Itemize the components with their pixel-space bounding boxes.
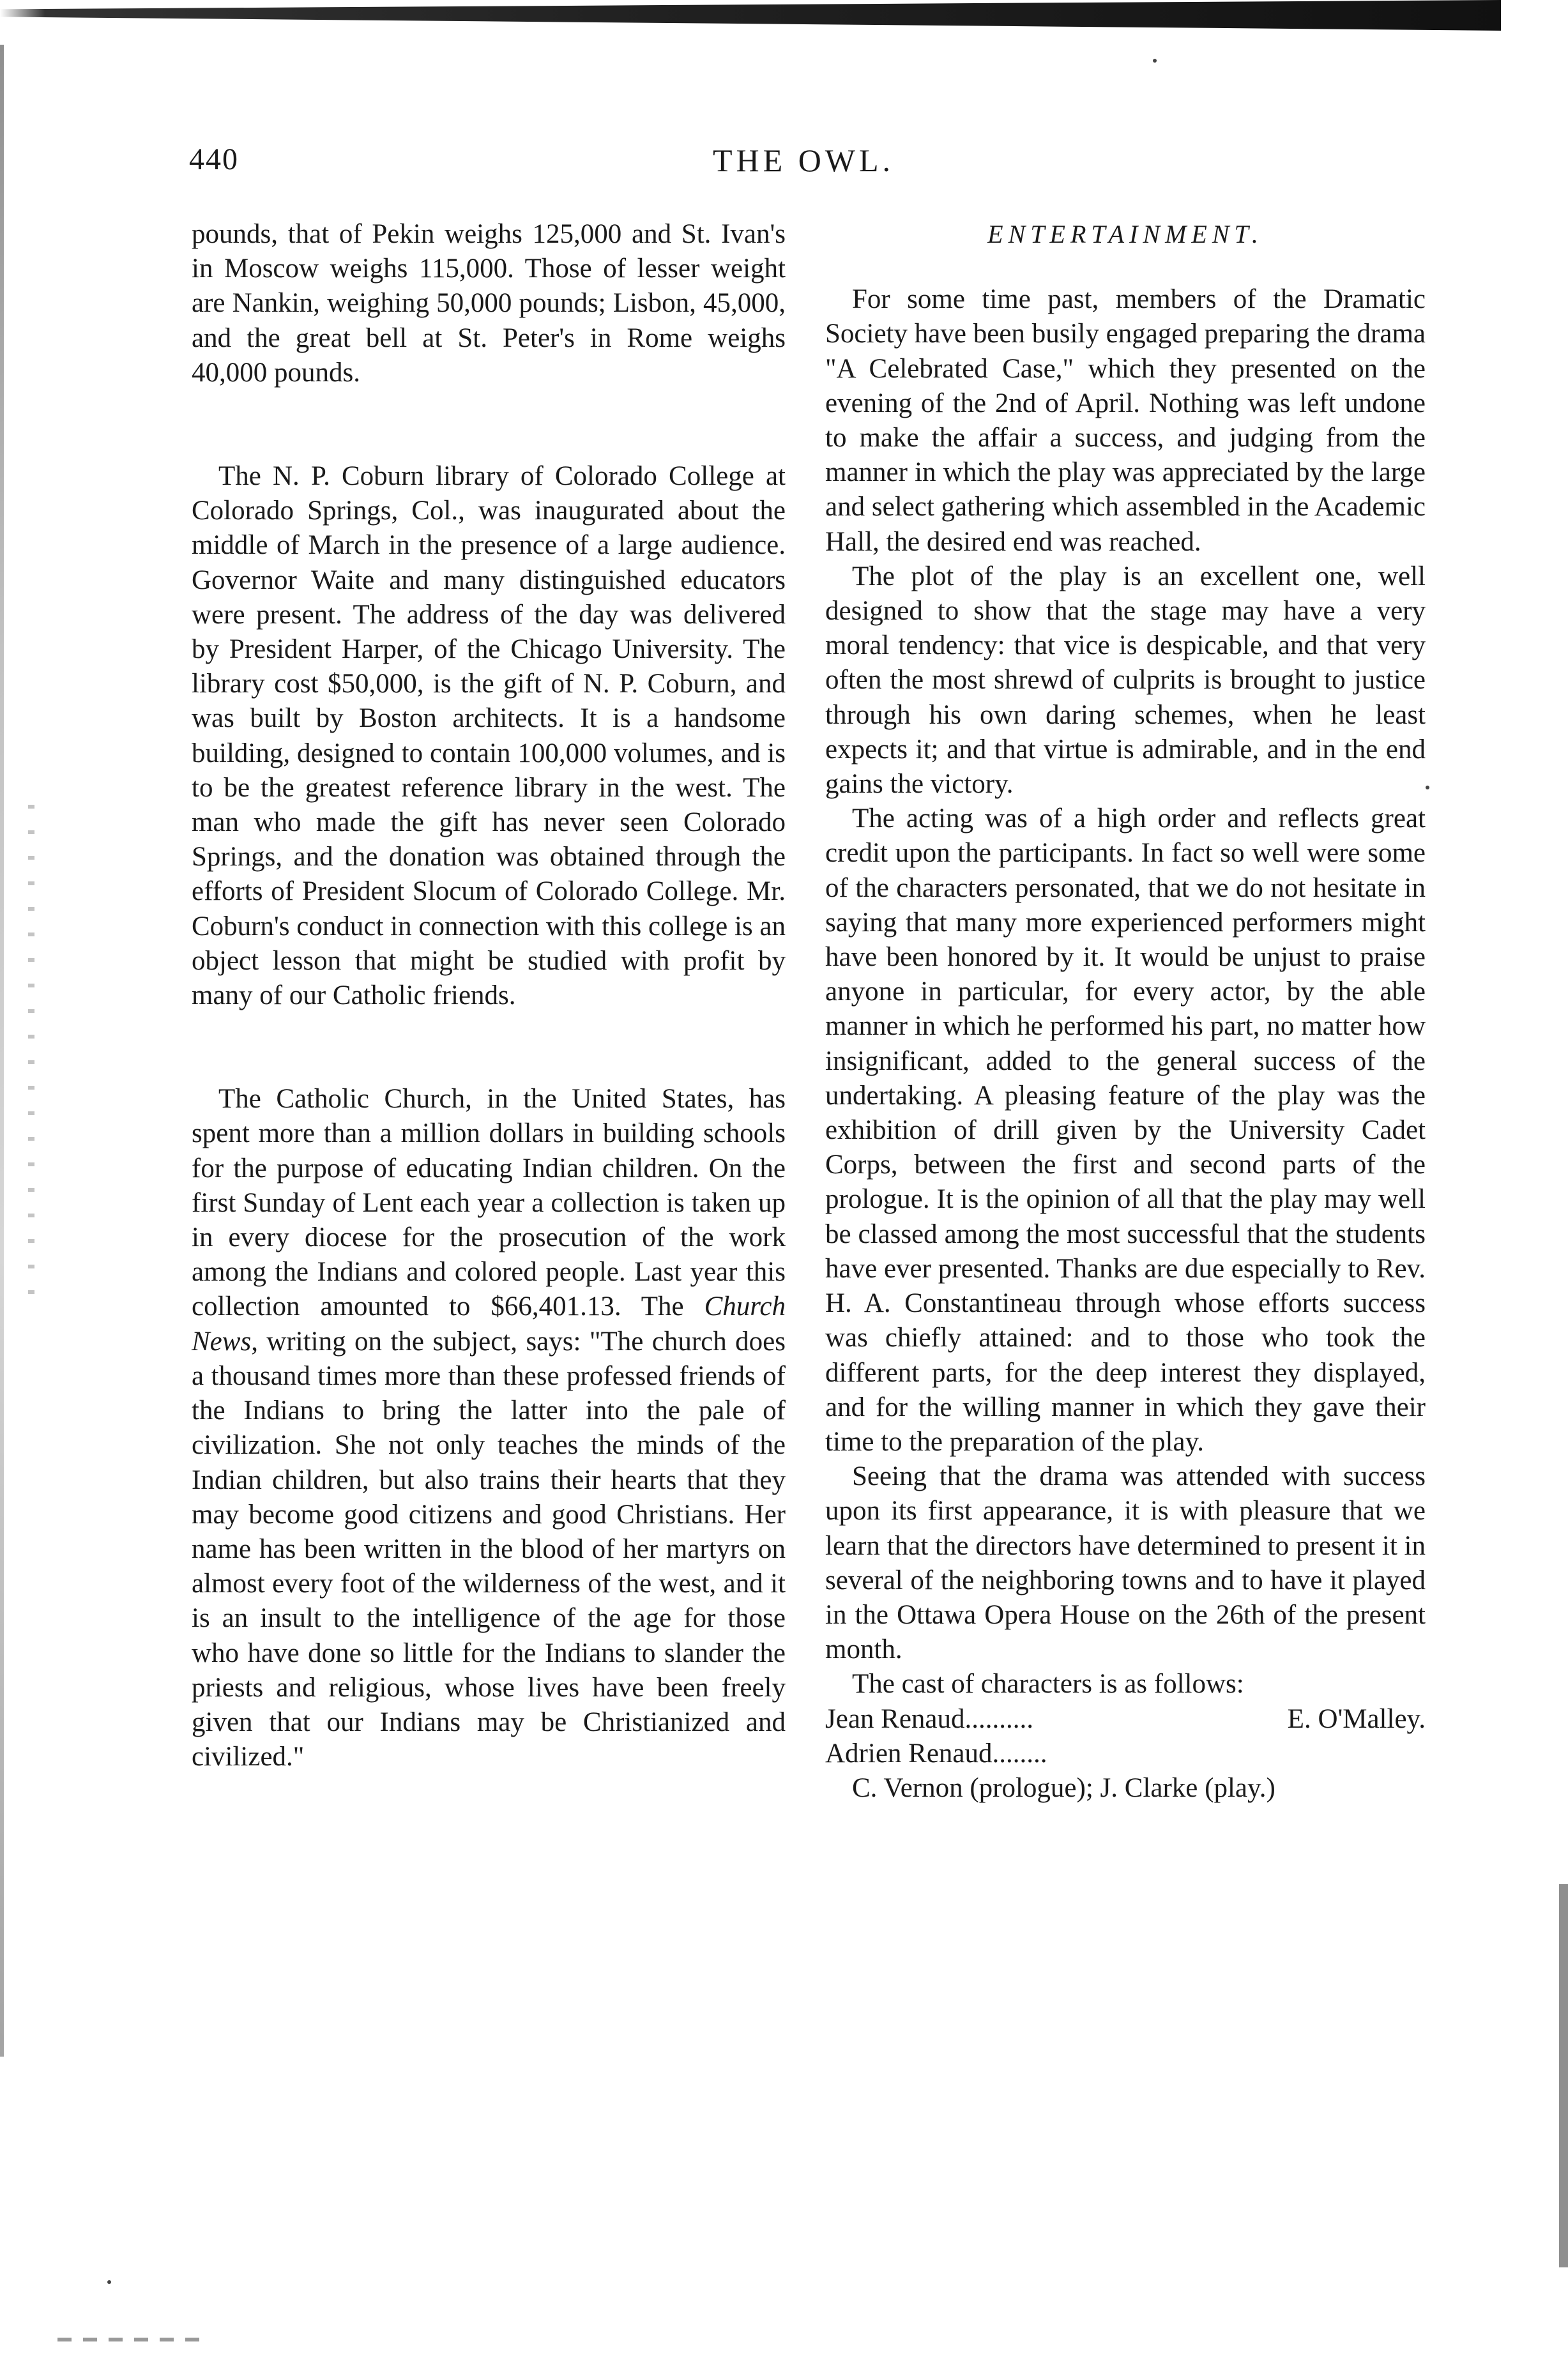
- scan-speck: [107, 2280, 111, 2284]
- entertainment-paragraph-2: The plot of the play is an excellent one, well designed to show that the stage may have a very moral tendency: that vice is despicable, and that very often the most shrewd of culprits is brought to justice through his own daring schemes, when he least expects it; and that virtue is admirable, and in the end gains the victory.: [825, 561, 1426, 800]
- scan-speck: [1153, 59, 1157, 63]
- cast-intro: The cast of characters is as follows:: [852, 1669, 1244, 1700]
- scan-artifact-marks: [57, 2338, 211, 2341]
- paragraph-spacer: [192, 1013, 786, 1082]
- scan-speck: [1426, 786, 1429, 789]
- right-column: [825, 217, 1426, 1806]
- entertainment-paragraph-4: Seeing that the drama was attended with success upon its first appearance, it is with pleasure that we learn that the directors have determined to present it in several of the neighboring towns and to have it played in the Ottawa Opera House on the 26th of the present month.: [825, 1461, 1426, 1665]
- cast-row: [825, 1771, 1426, 1806]
- catholic-church-text-b: , writing on the subject, says: "The church does a thousand times more than these professed friends of the Indians to bring the latter into the pale of civilization. She not only teaches the minds of the Indian children, but also trains their hearts that they may become good citizens and good Christians. Her name has been written in the blood of her martyrs on almost every foot of the wilderness of the west, and it is an insult to the intelligence of the age for those who have done so little for the Indians to slander the priests and religious, whose lives have been freely given that our Indians may be Christianized and civilized.": [192, 1326, 786, 1772]
- page-number: 440: [189, 142, 239, 176]
- paragraph-spacer: [192, 390, 786, 459]
- left-column: [192, 217, 786, 1774]
- journal-title: THE OWL.: [713, 142, 895, 178]
- page-edge-shadow: [0, 45, 4, 2057]
- page-edge-shadow-right: [1559, 1884, 1568, 2267]
- binding-marks: [28, 805, 34, 1303]
- cast-actor: E. O'Malley.: [1287, 1703, 1426, 1734]
- catholic-church-paragraph: [192, 1082, 786, 1774]
- catholic-church-text-a: The Catholic Church, in the United States, has spent more than a million dollars in building schools for the purpose of educating Indian children. On the first Sunday of Lent each year a collection is taken up in every diocese for the prosecution of the work among the Indians and colored people. Last year this collection amounted to $66,401.13. The: [192, 1084, 786, 1322]
- top-rule: [0, 0, 1501, 31]
- coburn-library-paragraph: The N. P. Coburn library of Colorado College at Colorado Springs, Col., was inaugurated about the middle of March in the presence of a large audience. Governor Waite and many distinguished educators were present. The address of the day was delivered by President Harper, of the Chicago University. The library cost $50,000, is the gift of N. P. Coburn, and was built by Boston architects. It is a handsome building, designed to contain 100,000 volumes, and is to be the greatest reference library in the west. The man who made the gift has never seen Colorado Springs, and the donation was obtained through the efforts of President Slocum of Colorado College. Mr. Coburn's conduct in connection with this college is an object lesson that might be studied with profit by many of our Catholic friends.: [192, 461, 786, 1011]
- bells-paragraph: pounds, that of Pekin weighs 125,000 and St. Ivan's in Moscow weighs 115,000. Those of lesser weight are Nankin, weighing 50,000 pounds; Lisbon, 45,000, and the great bell at St. Peter's in Rome weighs 40,000 pounds.: [192, 219, 786, 388]
- church-news-title: Church News: [192, 1291, 786, 1357]
- cast-actor: C. Vernon (prologue); J. Clarke (play.): [852, 1772, 1275, 1803]
- cast-row: [825, 1702, 1426, 1737]
- entertainment-paragraph-1: For some time past, members of the Dramatic Society have been busily engaged preparing the drama "A Celebrated Case," which they presented on the evening of the 2nd of April. Nothing was left undone to make the affair a success, and judging from the manner in which the play was appreciated by the large and select gathering which assembled in the Academic Hall, the desired end was reached.: [825, 284, 1426, 557]
- cast-row: [825, 1737, 1426, 1771]
- cast-role: Jean Renaud..........: [825, 1703, 1034, 1734]
- running-head: [189, 142, 1403, 199]
- entertainment-heading: ENTERTAINMENT.: [987, 220, 1263, 248]
- entertainment-paragraph-3: The acting was of a high order and reflects great credit upon the participants. In fact so well were some of the characters personated, that we do not hesitate in saying that many more experienced performers might have been honored by it. It would be unjust to praise anyone in particular, for every actor, by the able manner in which he performed his part, no matter how insignificant, added to the general success of the undertaking. A pleasing feature of the play was the exhibition of drill given by the University Cadet Corps, between the first and second parts of the prologue. It is the opinion of all that the play may well be classed among the most successful that the students have ever presented. Thanks are due especially to Rev. H. A. Constantineau through whose efforts success was chiefly attained: and to those who took the different parts, for the deep interest they displayed, and for the willing manner in which they gave their time to the preparation of the play.: [825, 803, 1426, 1457]
- cast-role: Adrien Renaud........: [825, 1738, 1047, 1769]
